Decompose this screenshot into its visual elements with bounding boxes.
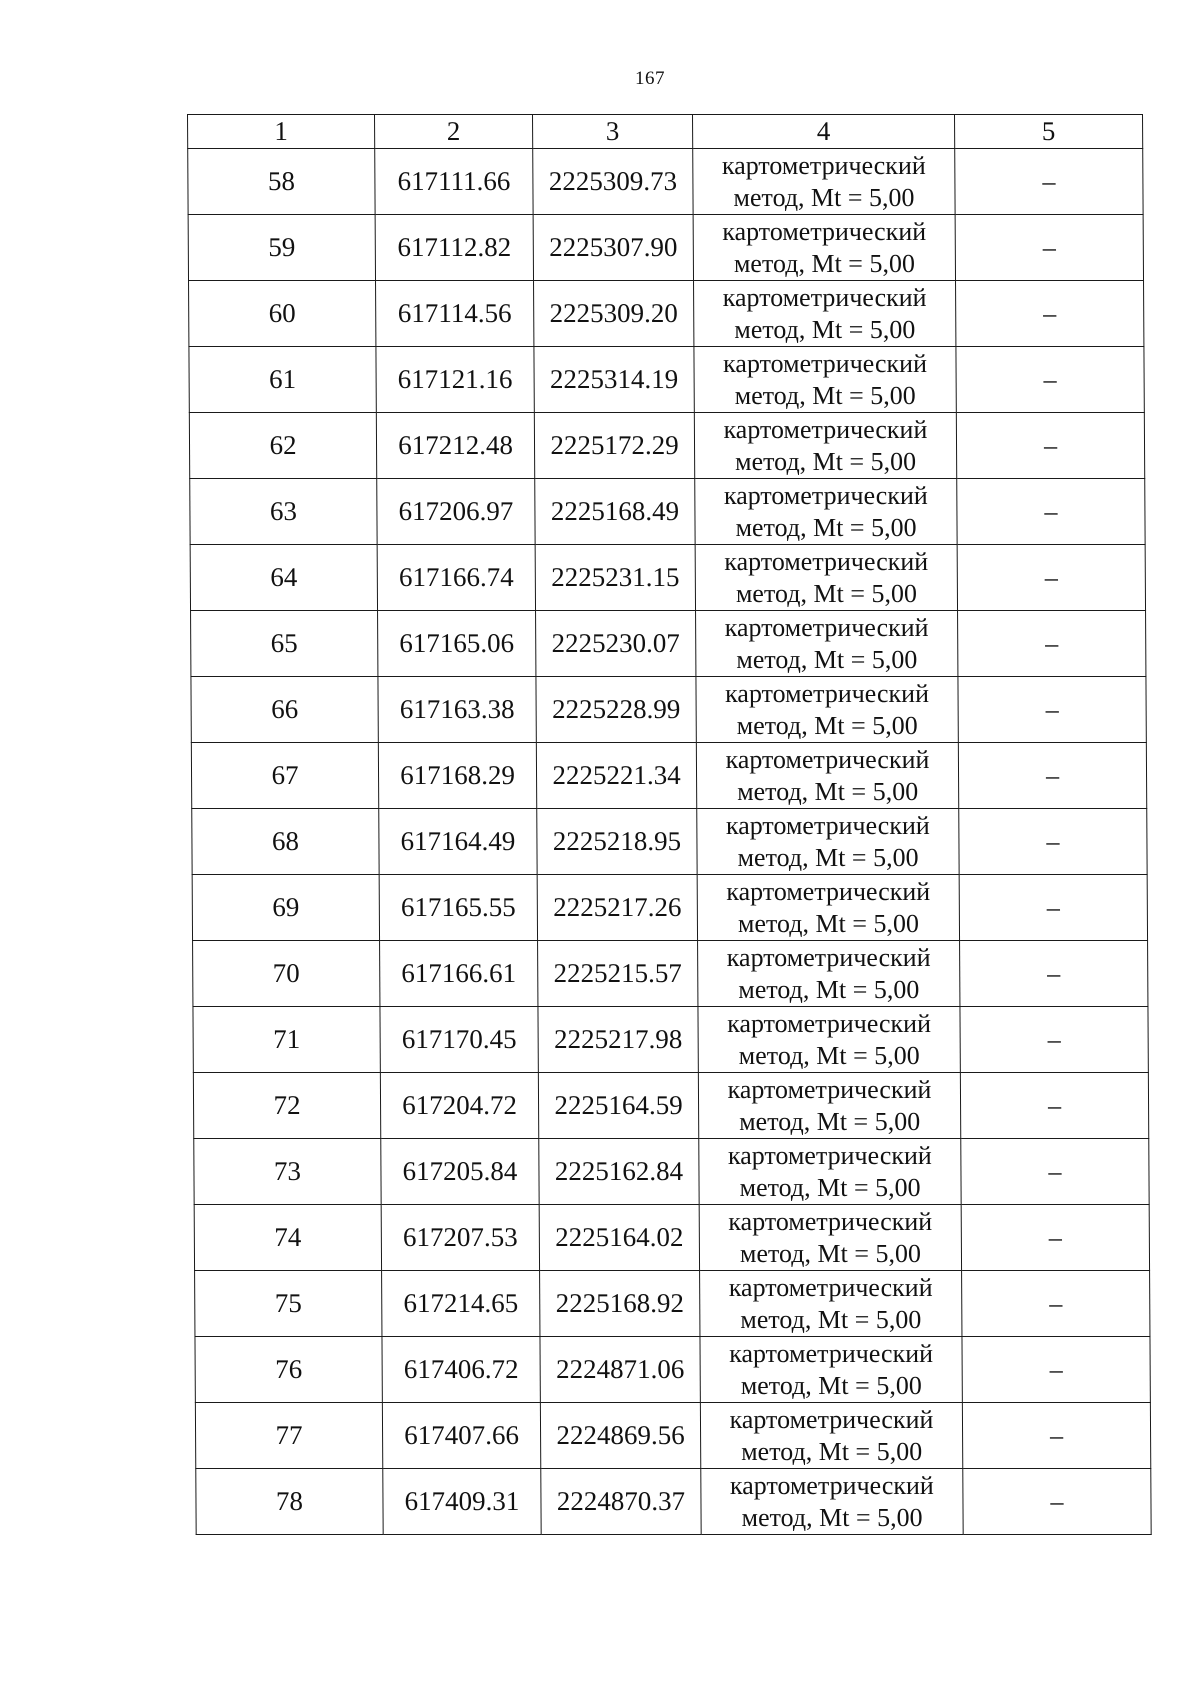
point-number-cell: 69 xyxy=(192,875,379,941)
header-col-1: 1 xyxy=(188,115,375,149)
method-line-1: картометрический xyxy=(727,1140,932,1170)
table-row xyxy=(191,677,1146,743)
header-row xyxy=(188,115,1143,149)
point-number-cell: 61 xyxy=(189,347,376,413)
header-col-5: 5 xyxy=(955,115,1143,149)
x-coordinate-cell: 617170.45 xyxy=(380,1007,538,1073)
y-coordinate-cell: 2225164.59 xyxy=(538,1073,698,1139)
method-line-2: метод, Mt = 5,00 xyxy=(733,248,915,278)
method-cell xyxy=(698,1007,960,1073)
method-cell xyxy=(693,149,955,215)
table-row xyxy=(195,1337,1150,1403)
method-line-1: картометрический xyxy=(724,612,929,642)
note-cell: – xyxy=(957,545,1145,611)
method-cell xyxy=(701,1469,963,1535)
note-cell: – xyxy=(960,941,1148,1007)
method-line-1: картометрический xyxy=(722,282,927,312)
y-coordinate-cell: 2225230.07 xyxy=(536,611,696,677)
method-line-2: метод, Mt = 5,00 xyxy=(734,314,916,344)
point-number-cell: 74 xyxy=(194,1205,381,1271)
method-cell xyxy=(695,479,957,545)
table-row xyxy=(190,545,1145,611)
note-cell: – xyxy=(962,1337,1150,1403)
point-number-cell: 72 xyxy=(193,1073,380,1139)
point-number-cell: 62 xyxy=(189,413,376,479)
method-cell xyxy=(700,1403,962,1469)
note-cell: – xyxy=(959,875,1147,941)
method-line-1: картометрический xyxy=(727,1074,932,1104)
method-line-2: метод, Mt = 5,00 xyxy=(740,1370,922,1400)
method-line-2: метод, Mt = 5,00 xyxy=(735,578,918,608)
method-line-2: метод, Mt = 5,00 xyxy=(734,380,916,410)
y-coordinate-cell: 2225307.90 xyxy=(533,215,693,281)
method-line-1: картометрический xyxy=(723,414,928,444)
table-row xyxy=(188,149,1143,215)
table-row xyxy=(193,1073,1148,1139)
table-row xyxy=(195,1403,1150,1469)
method-line-1: картометрический xyxy=(727,1008,932,1038)
table-row xyxy=(189,281,1144,347)
note-cell: – xyxy=(962,1403,1150,1469)
x-coordinate-cell: 617111.66 xyxy=(375,149,533,215)
note-cell: – xyxy=(956,413,1144,479)
method-line-1: картометрический xyxy=(722,216,927,246)
method-line-1: картометрический xyxy=(726,942,931,972)
x-coordinate-cell: 617165.06 xyxy=(378,611,536,677)
x-coordinate-cell: 617407.66 xyxy=(382,1403,540,1469)
point-number-cell: 71 xyxy=(193,1007,380,1073)
x-coordinate-cell: 617205.84 xyxy=(381,1139,539,1205)
note-cell: – xyxy=(957,479,1145,545)
note-cell: – xyxy=(956,281,1144,347)
table-row xyxy=(191,611,1146,677)
method-cell xyxy=(698,1073,960,1139)
y-coordinate-cell: 2224869.56 xyxy=(540,1403,700,1469)
y-coordinate-cell: 2225309.20 xyxy=(534,281,694,347)
point-number-cell: 67 xyxy=(191,743,378,809)
method-line-2: метод, Mt = 5,00 xyxy=(740,1304,922,1334)
method-cell xyxy=(700,1337,962,1403)
x-coordinate-cell: 617204.72 xyxy=(380,1073,538,1139)
method-cell xyxy=(693,215,955,281)
method-line-2: метод, Mt = 5,00 xyxy=(741,1436,923,1466)
method-line-1: картометрический xyxy=(729,1470,934,1500)
header-col-4: 4 xyxy=(693,115,955,149)
x-coordinate-cell: 617114.56 xyxy=(376,281,534,347)
method-line-2: метод, Mt = 5,00 xyxy=(739,1238,922,1268)
method-line-2: метод, Mt = 5,00 xyxy=(739,1172,921,1202)
method-line-1: картометрический xyxy=(729,1338,934,1368)
y-coordinate-cell: 2225168.49 xyxy=(535,479,695,545)
note-cell: – xyxy=(958,677,1146,743)
y-coordinate-cell: 2225168.92 xyxy=(540,1271,700,1337)
point-number-cell: 63 xyxy=(190,479,377,545)
y-coordinate-cell: 2225231.15 xyxy=(535,545,695,611)
y-coordinate-cell: 2225172.29 xyxy=(534,413,694,479)
point-number-cell: 59 xyxy=(188,215,375,281)
method-line-2: метод, Mt = 5,00 xyxy=(737,776,919,806)
method-line-1: картометрический xyxy=(723,480,928,510)
y-coordinate-cell: 2225217.98 xyxy=(538,1007,698,1073)
method-line-1: картометрический xyxy=(729,1404,934,1434)
x-coordinate-cell: 617212.48 xyxy=(376,413,534,479)
point-number-cell: 78 xyxy=(196,1469,383,1535)
method-line-2: метод, Mt = 5,00 xyxy=(739,1106,921,1136)
table-row xyxy=(193,941,1148,1007)
method-line-1: картометрический xyxy=(725,744,930,774)
table-row xyxy=(193,1007,1148,1073)
method-cell xyxy=(697,875,959,941)
method-cell xyxy=(699,1139,961,1205)
method-line-2: метод, Mt = 5,00 xyxy=(733,182,915,212)
method-cell xyxy=(694,281,956,347)
y-coordinate-cell: 2225217.26 xyxy=(537,875,697,941)
note-cell: – xyxy=(963,1469,1151,1535)
point-number-cell: 68 xyxy=(192,809,379,875)
method-line-1: картометрический xyxy=(728,1272,933,1302)
note-cell: – xyxy=(956,347,1144,413)
method-cell xyxy=(694,413,956,479)
note-cell: – xyxy=(960,1073,1148,1139)
point-number-cell: 60 xyxy=(189,281,376,347)
method-line-1: картометрический xyxy=(723,348,928,378)
method-line-2: метод, Mt = 5,00 xyxy=(735,512,917,542)
x-coordinate-cell: 617166.74 xyxy=(377,545,535,611)
method-line-1: картометрический xyxy=(724,546,929,576)
header-col-3: 3 xyxy=(533,115,693,149)
method-cell xyxy=(696,611,958,677)
table-row xyxy=(194,1205,1149,1271)
x-coordinate-cell: 617206.97 xyxy=(377,479,535,545)
table-row xyxy=(192,875,1147,941)
x-coordinate-cell: 617112.82 xyxy=(375,215,533,281)
x-coordinate-cell: 617168.29 xyxy=(378,743,536,809)
y-coordinate-cell: 2225218.95 xyxy=(537,809,697,875)
method-line-2: метод, Mt = 5,00 xyxy=(741,1502,923,1532)
method-line-2: метод, Mt = 5,00 xyxy=(736,644,918,674)
table-row xyxy=(188,215,1143,281)
method-line-2: метод, Mt = 5,00 xyxy=(738,974,920,1004)
table-row xyxy=(191,743,1146,809)
table-body xyxy=(188,149,1151,1535)
point-number-cell: 73 xyxy=(194,1139,381,1205)
point-number-cell: 75 xyxy=(195,1271,382,1337)
y-coordinate-cell: 2225221.34 xyxy=(536,743,696,809)
point-number-cell: 66 xyxy=(191,677,378,743)
table-row xyxy=(195,1271,1150,1337)
x-coordinate-cell: 617207.53 xyxy=(381,1205,539,1271)
note-cell: – xyxy=(958,611,1146,677)
method-line-1: картометрический xyxy=(721,150,926,180)
x-coordinate-cell: 617409.31 xyxy=(383,1469,541,1535)
table-row xyxy=(189,347,1144,413)
y-coordinate-cell: 2224870.37 xyxy=(541,1469,701,1535)
method-line-2: метод, Mt = 5,00 xyxy=(736,710,918,740)
y-coordinate-cell: 2225314.19 xyxy=(534,347,694,413)
note-cell: – xyxy=(958,743,1146,809)
method-line-1: картометрический xyxy=(725,810,930,840)
note-cell: – xyxy=(960,1007,1148,1073)
method-line-2: метод, Mt = 5,00 xyxy=(738,1040,920,1070)
page-number: 167 xyxy=(635,68,665,89)
method-line-2: метод, Mt = 5,00 xyxy=(737,842,919,872)
y-coordinate-cell: 2225215.57 xyxy=(538,941,698,1007)
x-coordinate-cell: 617166.61 xyxy=(380,941,538,1007)
note-cell: – xyxy=(962,1271,1150,1337)
method-cell xyxy=(699,1205,961,1271)
method-cell xyxy=(696,677,958,743)
point-number-cell: 65 xyxy=(191,611,378,677)
table-row xyxy=(190,479,1145,545)
table-header xyxy=(188,115,1143,149)
table-row xyxy=(189,413,1144,479)
method-line-1: картометрический xyxy=(725,678,930,708)
point-number-cell: 76 xyxy=(195,1337,382,1403)
x-coordinate-cell: 617165.55 xyxy=(379,875,537,941)
x-coordinate-cell: 617214.65 xyxy=(382,1271,540,1337)
method-cell xyxy=(696,743,958,809)
table-row xyxy=(194,1139,1149,1205)
method-line-1: картометрический xyxy=(726,876,931,906)
method-cell xyxy=(697,809,959,875)
point-number-cell: 77 xyxy=(195,1403,382,1469)
x-coordinate-cell: 617406.72 xyxy=(382,1337,540,1403)
method-cell xyxy=(695,545,957,611)
note-cell: – xyxy=(955,215,1143,281)
point-number-cell: 70 xyxy=(193,941,380,1007)
note-cell: – xyxy=(961,1139,1149,1205)
note-cell: – xyxy=(961,1205,1149,1271)
x-coordinate-cell: 617121.16 xyxy=(376,347,534,413)
x-coordinate-cell: 617164.49 xyxy=(379,809,537,875)
method-line-2: метод, Mt = 5,00 xyxy=(737,908,920,938)
note-cell: – xyxy=(955,149,1143,215)
note-cell: – xyxy=(959,809,1147,875)
coordinates-table xyxy=(187,114,1152,1535)
method-cell xyxy=(698,941,960,1007)
point-number-cell: 58 xyxy=(188,149,375,215)
x-coordinate-cell: 617163.38 xyxy=(378,677,536,743)
method-cell xyxy=(694,347,956,413)
y-coordinate-cell: 2225309.73 xyxy=(533,149,693,215)
y-coordinate-cell: 2225162.84 xyxy=(539,1139,699,1205)
y-coordinate-cell: 2225228.99 xyxy=(536,677,696,743)
point-number-cell: 64 xyxy=(190,545,377,611)
y-coordinate-cell: 2225164.02 xyxy=(539,1205,699,1271)
table-row xyxy=(196,1469,1151,1535)
header-col-2: 2 xyxy=(375,115,533,149)
method-line-1: картометрический xyxy=(728,1206,933,1236)
y-coordinate-cell: 2224871.06 xyxy=(540,1337,700,1403)
table-row xyxy=(192,809,1147,875)
method-cell xyxy=(700,1271,962,1337)
method-line-2: метод, Mt = 5,00 xyxy=(735,446,917,476)
